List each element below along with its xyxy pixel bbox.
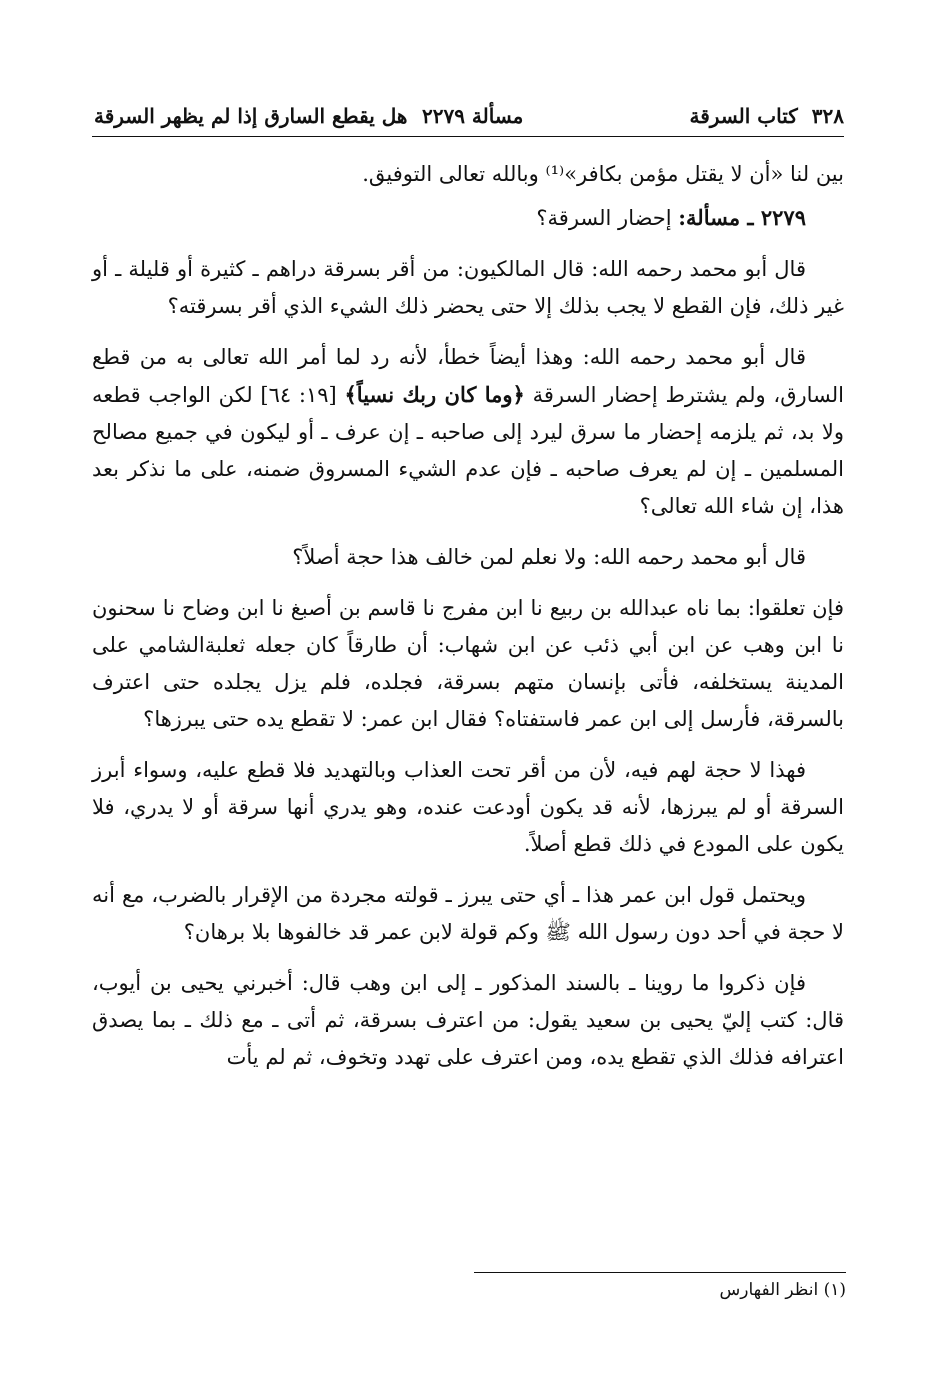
paragraph-6: فإن تعلقوا: بما ناه عبدالله بن ربيع نا ابن مفرج نا قاسم بن أصبغ نا ابن وضاح نا سحنون نا ابن وهب عن ابن أبي ذئب عن ابن شهاب: أن طارقاً كان جعله ثعلبةالشامي على المدينة يستخلفه، فأتى بإنسان متهم بسرقة، فجلده، فلم يزل يجلده حتى اعترف بالسرقة، فأرسل إلى ابن عمر فاستفتاه؟ فقال ابن عمر: لا تقطع يده حتى يبرزها؟ bbox=[92, 596, 844, 731]
footnote-separator bbox=[474, 1272, 846, 1273]
running-header bbox=[92, 98, 844, 137]
paragraph-5: قال أبو محمد رحمه الله: ولا نعلم لمن خالف هذا حجة أصلاً؟ bbox=[292, 545, 806, 569]
paragraph-7: فهذا لا حجة لهم فيه، لأن من أقر تحت العذاب وبالتهديد فلا قطع عليه، وسواء أبرز السرقة أو لم يبرزها، لأنه قد يكون أودعت عنده، وهو يدري أنها سرقة أو لا يدري، فلا يكون على المودع في ذلك قطع أصلاً. bbox=[92, 758, 844, 856]
issue-heading-number: ٢٢٧٩ ـ مسألة: bbox=[678, 205, 806, 230]
book-title: كتاب السرقة bbox=[689, 104, 798, 128]
paragraph-4-b: [١٩: ٦٤] لكن الواجب قطعه ولا بد، ثم يلزمه إحضار ما سرق ليرد إلى صاحبه ـ إن عرف ـ أو ليكون في جميع مصالح المسلمين ـ إن لم يعرف صاحبه ـ فإن عدم الشيء المسروق ضمنه، على ما نذكر بعد هذا، إن شاء الله تعالى؟ bbox=[92, 383, 844, 518]
paragraph-3: قال أبو محمد رحمه الله: قال المالكيون: من أقر بسرقة دراهم ـ كثيرة أو قليلة ـ أو غير ذلك، فإن القطع لا يجب بذلك إلا حتى يحضر ذلك الشيء الذي أقر بسرقته؟ bbox=[92, 257, 844, 318]
paragraph-4-a: قال أبو محمد رحمه الله: وهذا أيضاً خطأ، لأنه رد لما أمر الله تعالى به من قطع السارق، ولم يشترط إحضار السرقة bbox=[92, 345, 844, 407]
header-right bbox=[690, 104, 845, 128]
section-title: هل يقطع السارق إذا لم يظهر السرقة bbox=[94, 104, 408, 128]
paragraph-1: بين لنا «أن لا يقتل مؤمن بكافر»⁽¹⁾ وبالله تعالى التوفيق. bbox=[362, 162, 844, 186]
paragraph-8: ويحتمل قول ابن عمر هذا ـ أي حتى يبرز ـ قولته مجردة من الإقرار بالضرب، مع أنه لا حجة في أحد دون رسول الله ﷺ وكم قولة لابن عمر قد خالفوها بلا برهان؟ bbox=[92, 883, 844, 944]
footnote: (١) انظر الفهارس bbox=[719, 1280, 846, 1300]
issue-heading-text: إحضار السرقة؟ bbox=[536, 206, 679, 230]
issue-number: مسألة ٢٢٧٩ bbox=[422, 104, 524, 128]
page-number: ٣٢٨ bbox=[811, 104, 844, 128]
paragraph-9: فإن ذكروا ما روينا ـ بالسند المذكور ـ إلى ابن وهب قال: أخبرني يحيى بن أيوب، قال: كتب إليّ يحيى بن سعيد يقول: من اعترف بسرقة، ثم أتى ـ مع ذلك ـ بما يصدق اعترافه فذلك الذي تقطع يده، ومن اعترف على تهدد وتخوف، ثم لم يأت bbox=[92, 971, 845, 1069]
page-body bbox=[92, 156, 844, 1076]
issue-heading bbox=[92, 199, 844, 237]
quran-verse: ﴿وما كان ربك نسياً﴾ bbox=[344, 382, 525, 407]
paragraph-4 bbox=[92, 339, 844, 525]
